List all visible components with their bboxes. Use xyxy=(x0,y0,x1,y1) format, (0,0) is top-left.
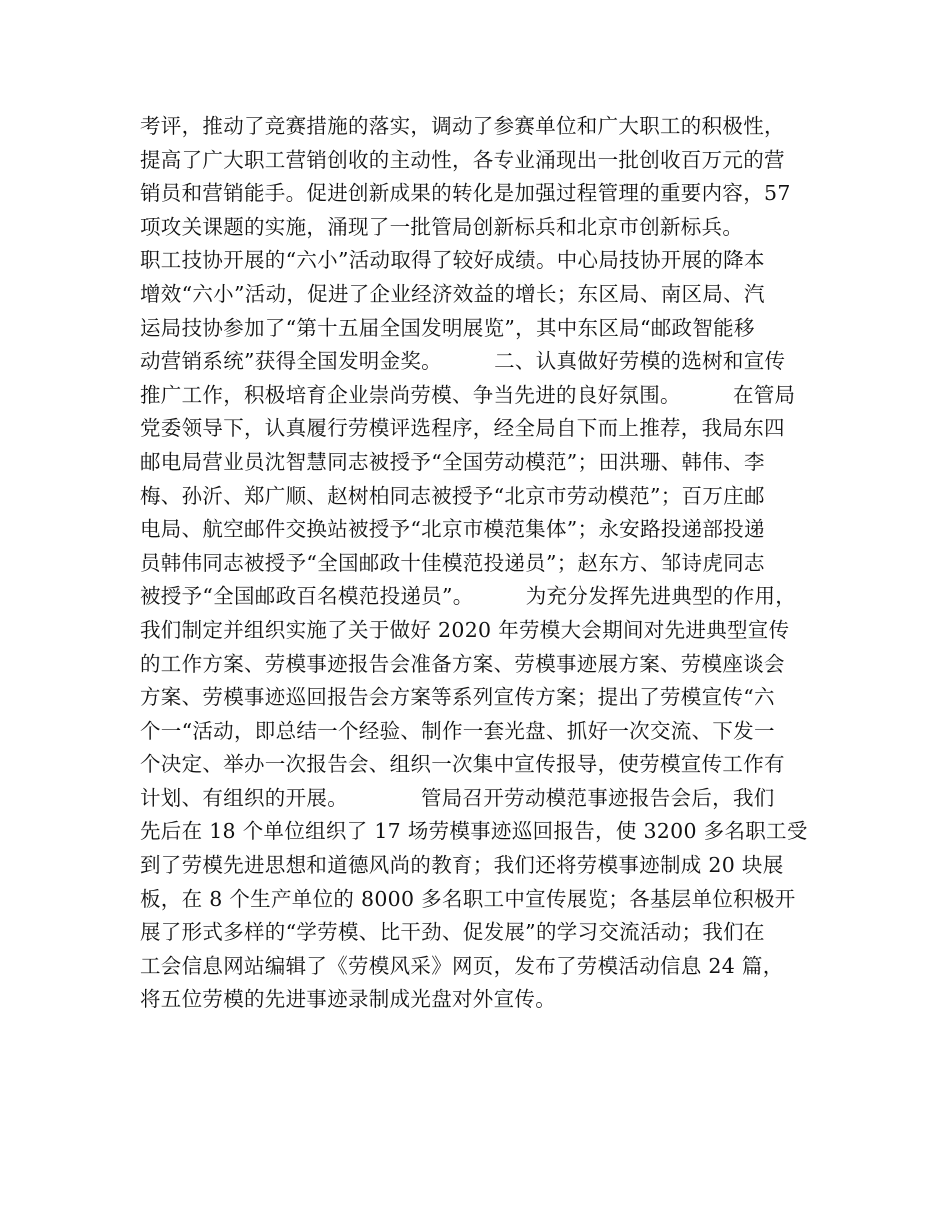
text-line-18: 方案、劳模事迹巡回报告会方案等系列宣传方案；提出了劳模宣传“六 xyxy=(140,685,775,710)
text-line-1: 考评，推动了竞赛措施的落实，调动了参赛单位和广大职工的积极性， xyxy=(140,114,785,138)
text-line-2: 提高了广大职工营销创收的主动性，各专业涌现出一批创收百万元的营 xyxy=(140,147,785,172)
text-line-19: 个一“活动，即总结一个经验、制作一套光盘、抓好一次交流、下发一 xyxy=(140,718,775,743)
text-line-5: 职工技协开展的“六小”活动取得了较好成绩。中心局技协开展的降本 xyxy=(140,248,765,273)
text-line-12: 梅、孙沂、郑广顺、赵树柏同志被授予“北京市劳动模范”；百万庄邮 xyxy=(140,483,765,508)
text-line-10: 党委领导下，认真履行劳模评选程序，经全局自下而上推荐，我局东四 xyxy=(140,416,785,441)
text-line-25: 展了形式多样的“学劳模、比干劲、促发展”的学习交流活动；我们在 xyxy=(140,920,765,945)
text-line-13: 电局、航空邮件交换站被授予“北京市模范集体”；永安路投递部投递 xyxy=(140,517,765,542)
text-line-15: 被授予“全国邮政百名模范投递员”。 为充分发挥先进典型的作用， xyxy=(140,584,797,609)
text-line-22: 先后在 18 个单位组织了 17 场劳模事迹巡回报告，使 3200 多名职工受 xyxy=(140,819,808,844)
text-line-20: 个决定、举办一次报告会、组织一次集中宣传报导，使劳模宣传工作有 xyxy=(140,752,785,777)
text-line-11: 邮电局营业员沈智慧同志被授予“全国劳动模范”；田洪珊、韩伟、李 xyxy=(140,449,765,474)
text-line-21: 计划、有组织的开展。 管局召开劳动模范事迹报告会后，我们 xyxy=(140,785,775,810)
text-line-17: 的工作方案、劳模事迹报告会准备方案、劳模事迹展方案、劳模座谈会 xyxy=(140,651,785,676)
text-line-4: 项攻关课题的实施，涌现了一批管局创新标兵和北京市创新标兵。 xyxy=(140,214,744,239)
text-line-24: 板，在 8 个生产单位的 8000 多名职工中宣传展览；各基层单位积极开 xyxy=(140,886,796,911)
text-line-8: 动营销系统”获得全国发明金奖。 二、认真做好劳模的选树和宣传 xyxy=(140,349,786,374)
text-line-16: 我们制定并组织实施了关于做好 2020 年劳模大会期间对先进典型宣传 xyxy=(140,617,790,642)
text-line-23: 到了劳模先进思想和道德风尚的教育；我们还将劳模事迹制成 20 块展 xyxy=(140,853,784,878)
text-line-9: 推广工作，积极培育企业崇尚劳模、争当先进的良好氛围。 在管局 xyxy=(140,382,796,407)
text-line-7: 运局技协参加了“第十五届全国发明展览”，其中东区局“邮政智能移 xyxy=(140,315,755,340)
text-line-26: 工会信息网站编辑了《劳模风采》网页，发布了劳模活动信息 24 篇， xyxy=(140,953,784,978)
text-line-3: 销员和营销能手。促进创新成果的转化是加强过程管理的重要内容，57 xyxy=(140,181,791,206)
text-line-27: 将五位劳模的先进事迹录制成光盘对外宣传。 xyxy=(140,987,556,1012)
text-line-6: 增效“六小”活动，促进了企业经济效益的增长；东区局、南区局、汽 xyxy=(140,281,765,306)
body-paragraph xyxy=(140,110,830,1017)
text-line-14: 员韩伟同志被授予“全国邮政十佳模范投递员”；赵东方、邹诗虎同志 xyxy=(140,550,765,575)
